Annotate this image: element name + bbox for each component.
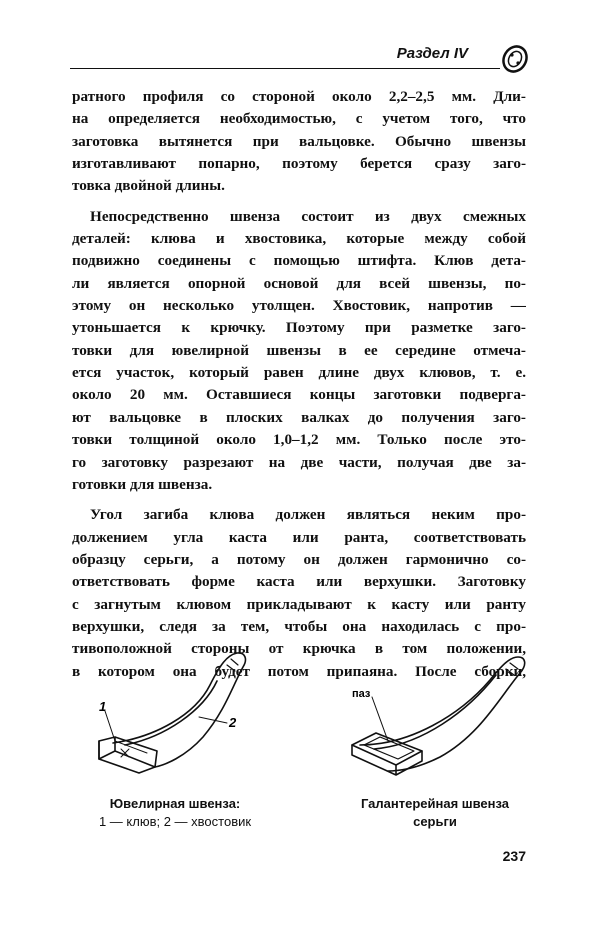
caption-subtitle: серьги <box>413 814 457 829</box>
text-line: ответствовать форме каста или верхушки. Заготовку <box>72 573 526 591</box>
text-line: Непосредственно швенза состоит из двух смежных <box>90 207 526 225</box>
text-line: деталей: клюва и хвостовика, которые между собой <box>72 230 526 248</box>
text-line: с загнутым клювом прикладывают к касту или ранту <box>72 595 526 613</box>
text-line: товки для ювелирной швензы в ее середине отмеча- <box>72 341 526 359</box>
body-text <box>72 86 526 683</box>
text-line: ют вальцовке в плоских валках до получения заго- <box>72 408 526 426</box>
text-line: на определяется необходимостью, с учетом того, что <box>72 110 526 128</box>
caption-subtitle: 1 — клюв; 2 — хвостовик <box>98 814 252 829</box>
figure-label-1: 1 <box>99 699 107 714</box>
paragraph-2 <box>72 206 526 496</box>
figure-caption-right <box>320 795 550 831</box>
section-title: Раздел IV <box>396 45 468 62</box>
text-line: образцу серьги, а потому он должен гармонично со- <box>72 550 526 568</box>
figure-caption-left <box>70 795 280 831</box>
text-line: около 20 мм. Оставшиеся концы заготовки подверга- <box>72 386 526 404</box>
running-header <box>70 40 530 76</box>
ring-emblem-icon <box>500 44 530 74</box>
text-line: верхушки, следя за тем, чтобы она находилась с про- <box>72 617 526 635</box>
text-line: го заготовку разрезают на две части, получая две за- <box>72 453 526 471</box>
text-line: товка двойной длины. <box>72 177 225 195</box>
text-line: ется участок, который равен длине двух клювов, т. е. <box>72 364 526 382</box>
text-line: Угол загиба клюва должен являться неким про- <box>90 506 526 524</box>
text-line: в котором она будет потом припаяна. После сборки, <box>72 662 526 680</box>
text-line: подвижно соединены с помощью штифта. Клюв дета- <box>72 252 526 270</box>
text-line: ли является опорной основой для всей швензы, по- <box>72 274 526 292</box>
text-line: готовки для швенза. <box>72 475 213 493</box>
page-number: 237 <box>502 848 526 864</box>
jewelry-hook-illustration <box>85 645 285 795</box>
text-line: должением угла каста или ранта, соответствовать <box>72 528 526 546</box>
paragraph-1 <box>72 86 526 198</box>
text-line: утоньшается к крючку. Поэтому при разметке заго- <box>72 319 526 337</box>
text-line: заготовка вытянется при вальцовке. Обычно швензы <box>72 132 526 150</box>
text-line: ратного профиля со стороной около 2,2–2,5 мм. Дли- <box>72 88 526 105</box>
text-line: этому он несколько утолщен. Хвостовик, напротив — <box>72 297 526 315</box>
header-rule <box>70 68 500 69</box>
caption-title: Галантерейная швенза <box>360 796 510 811</box>
haberdashery-hook-illustration <box>330 645 540 795</box>
caption-title: Ювелирная швенза: <box>109 796 241 811</box>
text-line: тивоположной стороны от крючка в том положении, <box>72 640 526 658</box>
figure-label-2: 2 <box>229 715 237 730</box>
text-line: изготавливают попарно, поэтому берется сразу заго- <box>72 155 526 173</box>
figure-label-groove: паз <box>352 688 371 700</box>
text-line: товки толщиной около 1,0–1,2 мм. Только после это- <box>72 431 526 449</box>
